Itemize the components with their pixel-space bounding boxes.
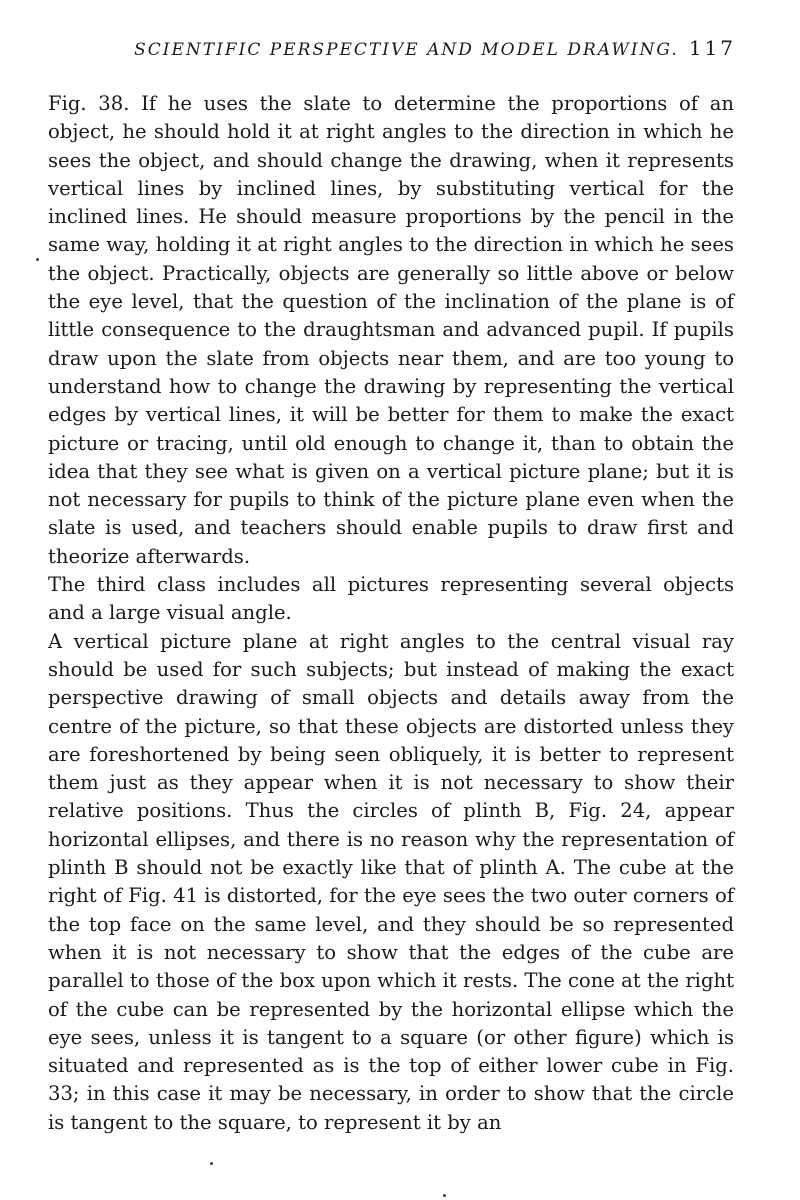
paragraph-vertical-picture-plane: A vertical picture plane at right angles to the central visual ray should be used for such subjects; but instead of making the exact perspective drawing of small objects and details away from the centre of the picture, so that these objects are distorted unless they are foreshortened by being seen obliquely, it is better to represent them just as they appear when it is not necessary to show their relative positions. Thus the circles of plinth B, Fig. 24, appear horizontal ellipses, and there is no reason why the representation of plinth B should not be exactly like that of plinth A. The cube at the right of Fig. 41 is distorted, for the eye sees the two outer corners of the top face on the same level, and they should be so represented when it is not necessary to show that the edges of the cube are parallel to those of the box upon which it rests. The cone at the right of the cube can be represented by the horizontal ellipse which the eye sees, unless it is tangent to a square (or other figure) which is situated and represented as is the top of either lower cube in Fig. 33; in this case it may be necessary, in order to show that the circle is tangent to the square, to represent it by an [48, 629, 734, 1134]
print-speck [36, 258, 39, 261]
page-number: 117 [688, 36, 736, 60]
running-title: SCIENTIFIC PERSPECTIVE AND MODEL DRAWING. [134, 40, 679, 60]
paragraph-third-class: The third class includes all pictures representing several objects and a large visual angle. [48, 573, 734, 625]
running-head [0, 36, 736, 60]
print-speck [443, 1194, 446, 1197]
print-speck [210, 1162, 213, 1165]
body-text [48, 90, 734, 1137]
paragraph-fig-38: Fig. 38. If he uses the slate to determine the proportions of an object, he should hold it at right angles to the direction in which he sees the object, and should change the drawing, when it represents vertical lines by inclined lines, by substituting vertical for the inclined lines. He should measure proportions by the pencil in the same way, holding it at right angles to the direction in which he sees the object. Practically, objects are generally so little above or below the eye level, that the question of the inclination of the plane is of little consequence to the draughtsman and advanced pupil. If pupils draw upon the slate from objects near them, and are too young to understand how to change the drawing by representing the vertical edges by vertical lines, it will be better for them to make the exact picture or tracing, until old enough to change it, than to obtain the idea that they see what is given on a vertical picture plane; but it is not necessary for pupils to think of the picture plane even when the slate is used, and teachers should enable pupils to draw first and theorize afterwards. [48, 92, 734, 568]
